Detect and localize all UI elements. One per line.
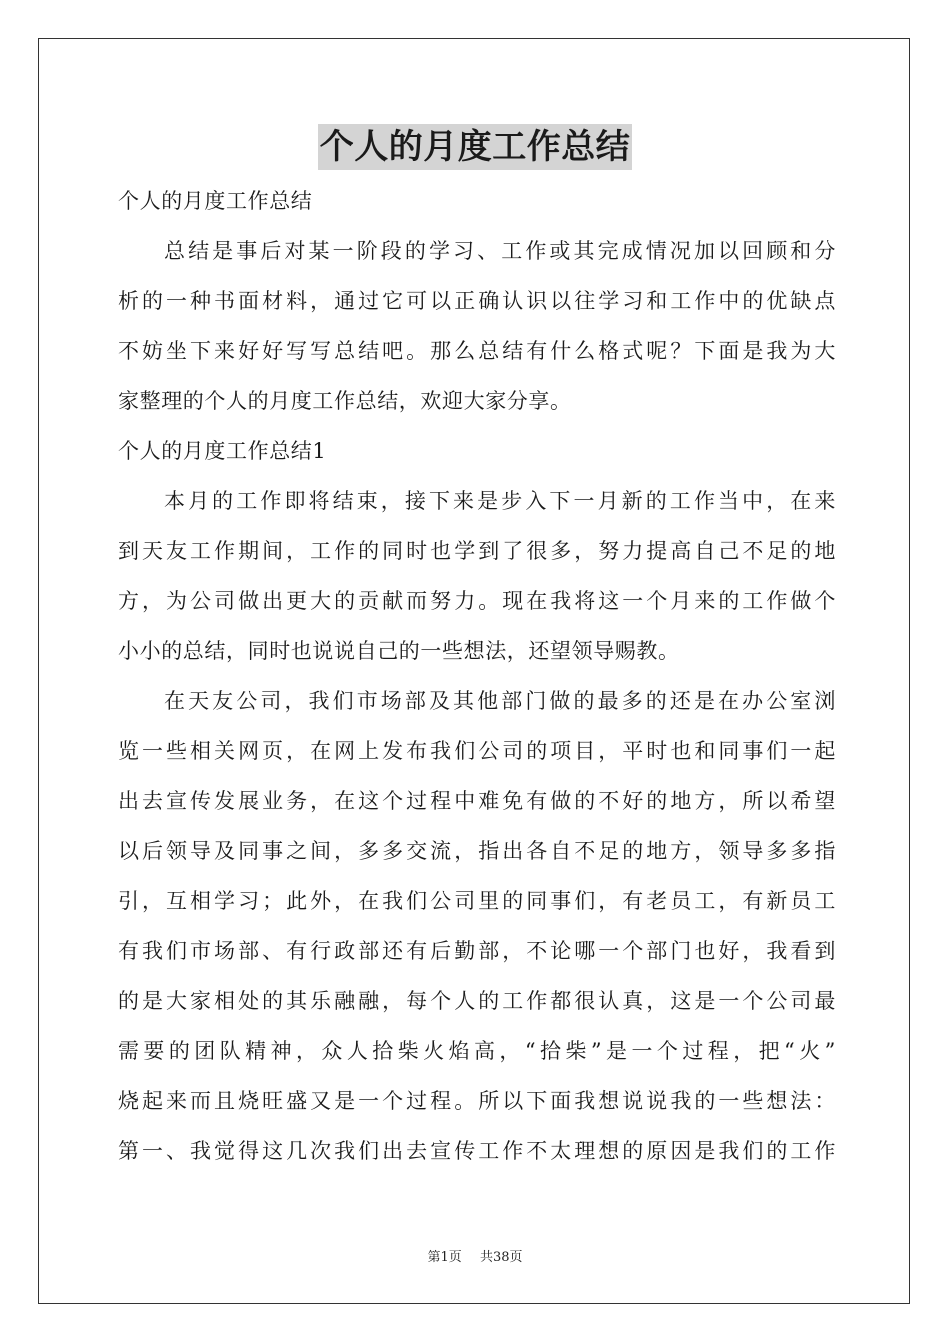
- document-title-container: [0, 124, 950, 170]
- text-line: 个人的月度工作总结: [118, 189, 313, 213]
- text-line: 小小的总结，同时也说说自己的一些想法，还望领导赐教。: [118, 639, 680, 663]
- text-line: 以后领导及同事之间，多多交流，指出各自不足的地方，领导多多指: [118, 839, 836, 863]
- text-line: 的是大家相处的其乐融融，每个人的工作都很认真，这是一个公司最: [118, 989, 836, 1013]
- text-line: 需要的团队精神，众人拾柴火焰高，“拾柴”是一个过程，把“火”: [118, 1039, 836, 1063]
- text-line: 览一些相关网页，在网上发布我们公司的项目，平时也和同事们一起: [118, 739, 836, 763]
- text-line: 引，互相学习；此外，在我们公司里的同事们，有老员工，有新员工: [118, 889, 836, 913]
- text-line: 个人的月度工作总结1: [118, 439, 327, 463]
- text-line: 方，为公司做出更大的贡献而努力。现在我将这一个月来的工作做个: [118, 589, 836, 613]
- document-title: 个人的月度工作总结: [318, 124, 633, 170]
- text-line: 本月的工作即将结束，接下来是步入下一月新的工作当中，在来: [164, 489, 836, 513]
- document-body: [118, 176, 836, 1176]
- text-line: 出去宣传发展业务，在这个过程中难免有做的不好的地方，所以希望: [118, 789, 836, 813]
- total-pages: 共38页: [479, 1250, 523, 1265]
- text-line: 析的一种书面材料，通过它可以正确认识以往学习和工作中的优缺点: [118, 289, 836, 313]
- text-line: 家整理的个人的月度工作总结，欢迎大家分享。: [118, 389, 572, 413]
- text-line: 在天友公司，我们市场部及其他部门做的最多的还是在办公室浏: [164, 689, 836, 713]
- text-line: 第一、我觉得这几次我们出去宣传工作不太理想的原因是我们的工作: [118, 1139, 836, 1163]
- text-line: 有我们市场部、有行政部还有后勤部，不论哪一个部门也好，我看到: [118, 939, 836, 963]
- text-line: 到天友工作期间，工作的同时也学到了很多，努力提高自己不足的地: [118, 539, 836, 563]
- page-footer: [0, 1246, 950, 1265]
- page-number: 第1页: [427, 1250, 462, 1265]
- text-line: 不妨坐下来好好写写总结吧。那么总结有什么格式呢？下面是我为大: [118, 339, 836, 363]
- text-line: 烧起来而且烧旺盛又是一个过程。所以下面我想说说我的一些想法：: [118, 1089, 836, 1113]
- text-line: 总结是事后对某一阶段的学习、工作或其完成情况加以回顾和分: [164, 239, 836, 263]
